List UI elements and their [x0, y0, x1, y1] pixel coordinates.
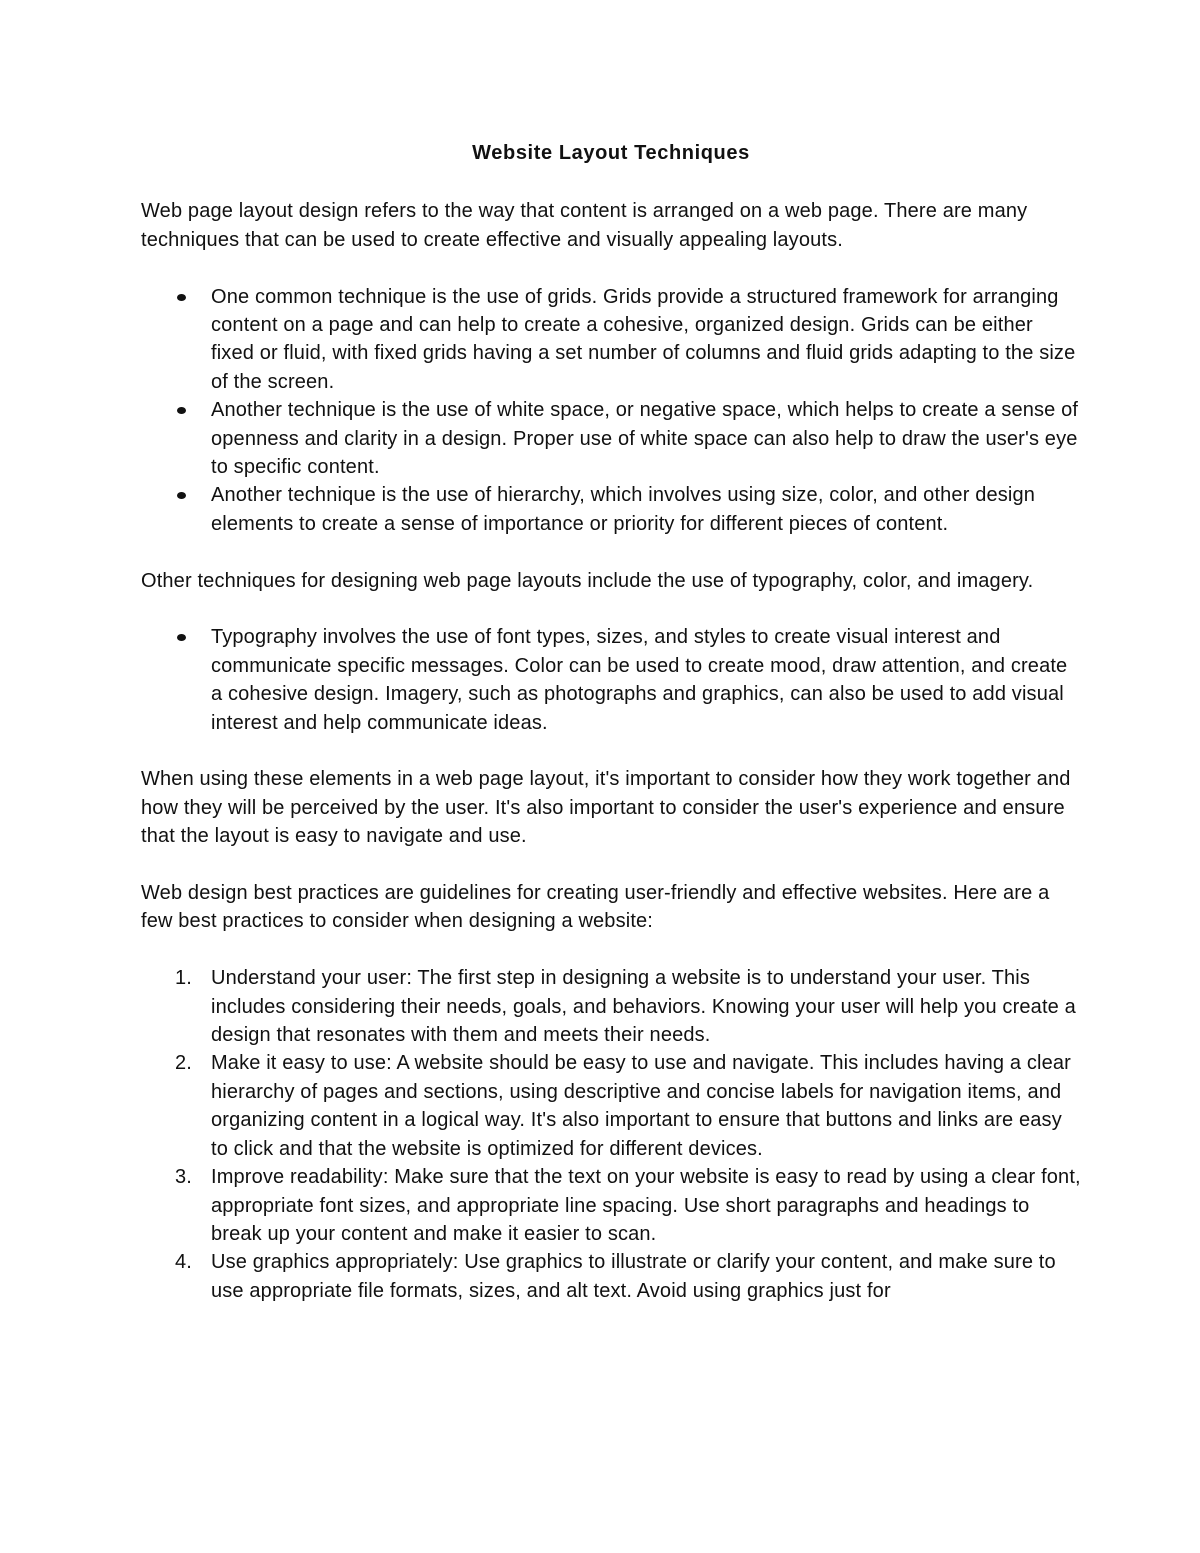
bullet-icon	[177, 492, 186, 499]
typography-bullet-list	[141, 623, 1081, 737]
numbered-list-item	[175, 1248, 1081, 1305]
other-techniques-paragraph: Other techniques for designing web page layouts include the use of typography, color, and imagery.	[141, 569, 1034, 592]
bullet-icon	[177, 407, 186, 414]
technique-bullet-list	[141, 283, 1081, 539]
list-number: 2.	[175, 1052, 192, 1075]
list-item	[211, 623, 1081, 737]
numbered-list-item	[175, 1163, 1081, 1248]
list-number: 4.	[175, 1251, 192, 1274]
list-number: 1.	[175, 967, 192, 990]
list-item-text: One common technique is the use of grids. Grids provide a structured framework for arranging content on a page and can help to create a cohesive, organized design. Grids can be either fixed or fluid, with fixed grids having a set number of columns and fluid grids adapting to the size of the screen.	[211, 285, 1076, 393]
best-practices-numbered-list	[141, 964, 1081, 1305]
list-item-text: Typography involves the use of font types, sizes, and styles to create visual interest and communicate specific messages. Color can be used to create mood, draw attention, and create a cohesive design. Imagery, such as photographs and graphics, can also be used to add visual interest and help communicate ideas.	[211, 626, 1068, 734]
intro-paragraph: Web page layout design refers to the way that content is arranged on a web page. There are many techniques that can be used to create effective and visually appealing layouts.	[141, 200, 1028, 251]
list-item-text: Another technique is the use of white space, or negative space, which helps to create a sense of openness and clarity in a design. Proper use of white space can also help to draw the user's eye to specific content.	[211, 399, 1079, 479]
page-title: Website Layout Techniques	[472, 142, 750, 164]
list-item-text: Improve readability: Make sure that the text on your website is easy to read by using a clear font, appropriate font sizes, and appropriate line spacing. Use short paragraphs and headings to break up your content and make it easier to scan.	[211, 1166, 1081, 1245]
document-body	[141, 138, 1081, 1334]
list-item-text: Use graphics appropriately: Use graphics to illustrate or clarify your content, and make sure to use appropriate file formats, sizes, and alt text. Avoid using graphics just for	[211, 1251, 1056, 1302]
list-item	[211, 396, 1081, 481]
list-item-text: Understand your user: The first step in designing a website is to understand your user. This includes considering their needs, goals, and behaviors. Knowing your user will help you create a design that resonates with them and meets their needs.	[211, 967, 1076, 1047]
list-item-text: Make it easy to use: A website should be easy to use and navigate. This includes having a clear hierarchy of pages and sections, using descriptive and concise labels for navigation items, and organizing content in a logical way. It's also important to ensure that buttons and links are easy to click and that the website is optimized for different devices.	[211, 1052, 1071, 1160]
bullet-icon	[177, 634, 186, 641]
list-item	[211, 481, 1081, 538]
numbered-list-item	[175, 1049, 1081, 1163]
best-practices-intro-paragraph: Web design best practices are guidelines for creating user-friendly and effective websites. Here are a few best practices to consider when designing a website:	[141, 882, 1050, 933]
list-item-text: Another technique is the use of hierarchy, which involves using size, color, and other design elements to create a sense of importance or priority for different pieces of content.	[211, 484, 1036, 535]
bullet-icon	[177, 294, 186, 301]
list-number: 3.	[175, 1166, 192, 1189]
list-item	[211, 283, 1081, 397]
numbered-list-item	[175, 964, 1081, 1049]
considerations-paragraph: When using these elements in a web page layout, it's important to consider how they work together and how they will be perceived by the user. It's also important to consider the user's experience and ensure that the layout is easy to navigate and use.	[141, 768, 1071, 848]
